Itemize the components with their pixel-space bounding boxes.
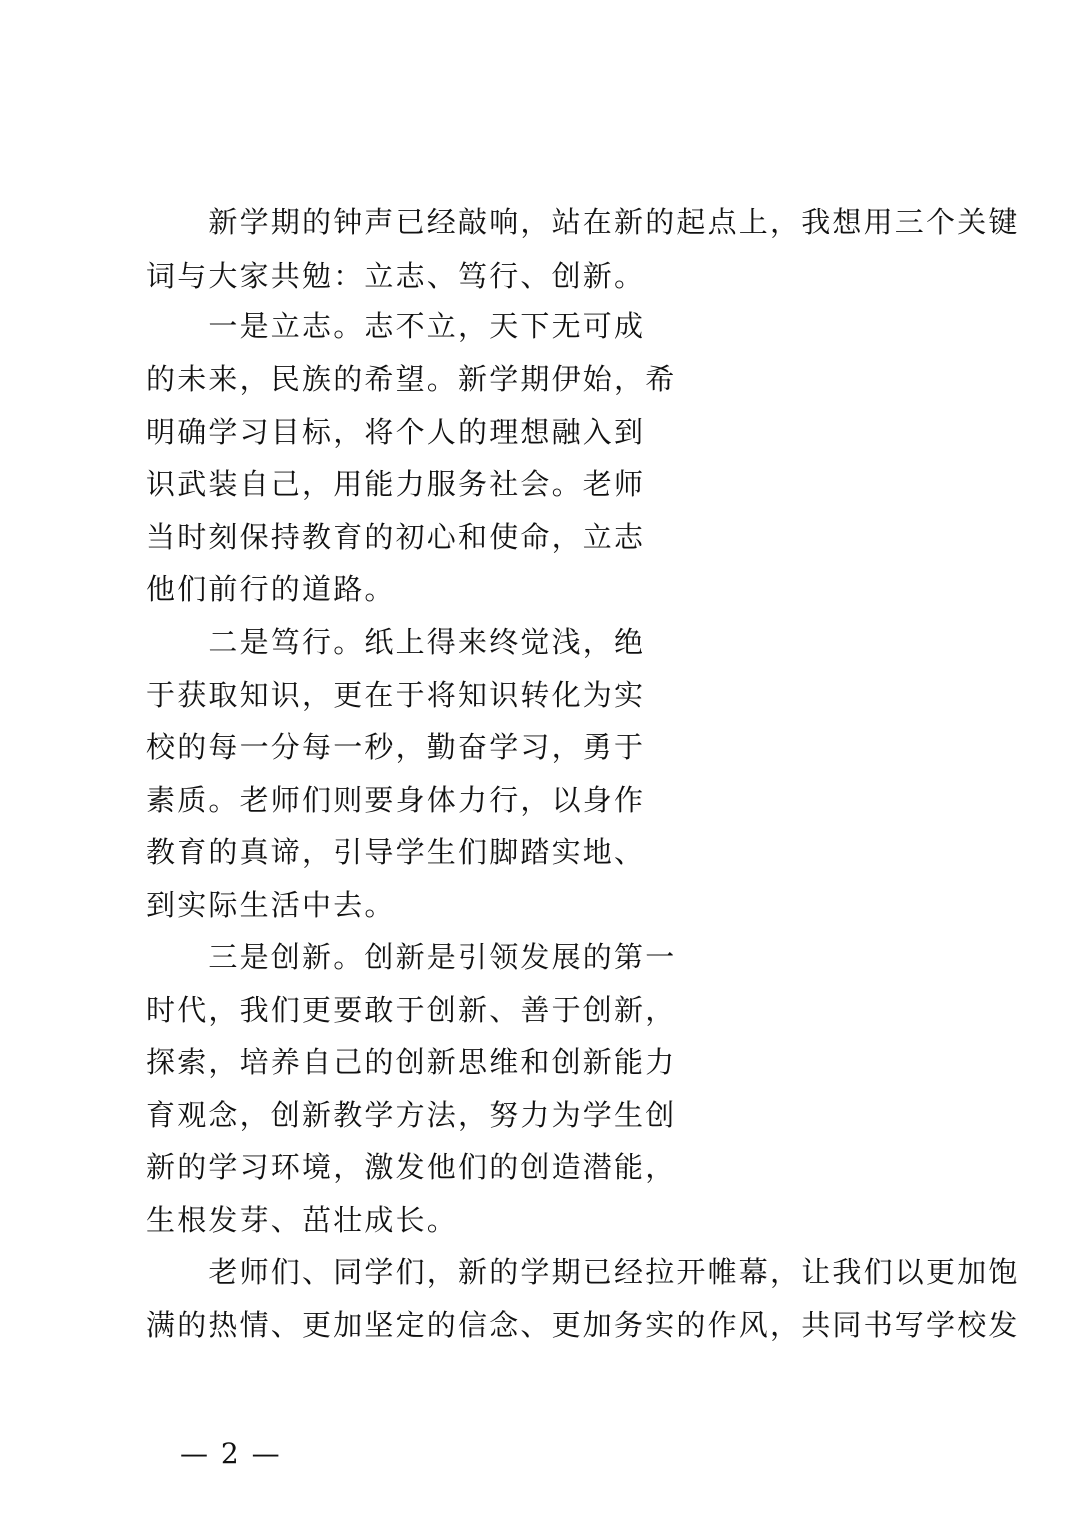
paragraph-line: 生根发芽、茁壮成长。 <box>146 1203 459 1237</box>
paragraph-line: 二是笃行。纸上得来终觉浅，绝 <box>146 625 646 659</box>
paragraph-line: 育观念，创新教学方法，努力为学生创 <box>146 1098 677 1132</box>
paragraph-line: 三是创新。创新是引领发展的第一 <box>146 940 677 974</box>
paragraph-line: 当时刻保持教育的初心和使命，立志 <box>146 520 646 554</box>
paragraph-line: 他们前行的道路。 <box>146 572 396 606</box>
paragraph-line: 老师们、同学们，新的学期已经拉开帷幕，让我们以更加饱 <box>146 1255 1020 1289</box>
paragraph-line: 到实际生活中去。 <box>146 888 396 922</box>
paragraph-line: 素质。老师们则要身体力行，以身作 <box>146 783 646 817</box>
paragraph-line: 时代，我们更要敢于创新、善于创新， <box>146 993 677 1027</box>
paragraph-line: 探索，培养自己的创新思维和创新能力 <box>146 1045 677 1079</box>
paragraph-line: 校的每一分每一秒，勤奋学习，勇于 <box>146 730 646 764</box>
paragraph-line: 一是立志。志不立，天下无可成 <box>146 309 646 343</box>
paragraph-line: 新学期的钟声已经敲响，站在新的起点上，我想用三个关键 <box>146 205 1020 239</box>
paragraph-line: 词与大家共勉：立志、笃行、创新。 <box>146 259 646 293</box>
paragraph-line: 识武装自己，用能力服务社会。老师 <box>146 467 646 501</box>
paragraph-line: 明确学习目标，将个人的理想融入到 <box>146 415 646 449</box>
paragraph-line: 满的热情、更加坚定的信念、更加务实的作风，共同书写学校发 <box>146 1308 1020 1342</box>
page-number: — 2 — <box>180 1437 282 1470</box>
paragraph-line: 新的学习环境，激发他们的创造潜能， <box>146 1150 677 1184</box>
paragraph-line: 的未来，民族的希望。新学期伊始，希 <box>146 362 677 396</box>
paragraph-line: 教育的真谛，引导学生们脚踏实地、 <box>146 835 646 869</box>
paragraph-line: 于获取知识，更在于将知识转化为实 <box>146 678 646 712</box>
